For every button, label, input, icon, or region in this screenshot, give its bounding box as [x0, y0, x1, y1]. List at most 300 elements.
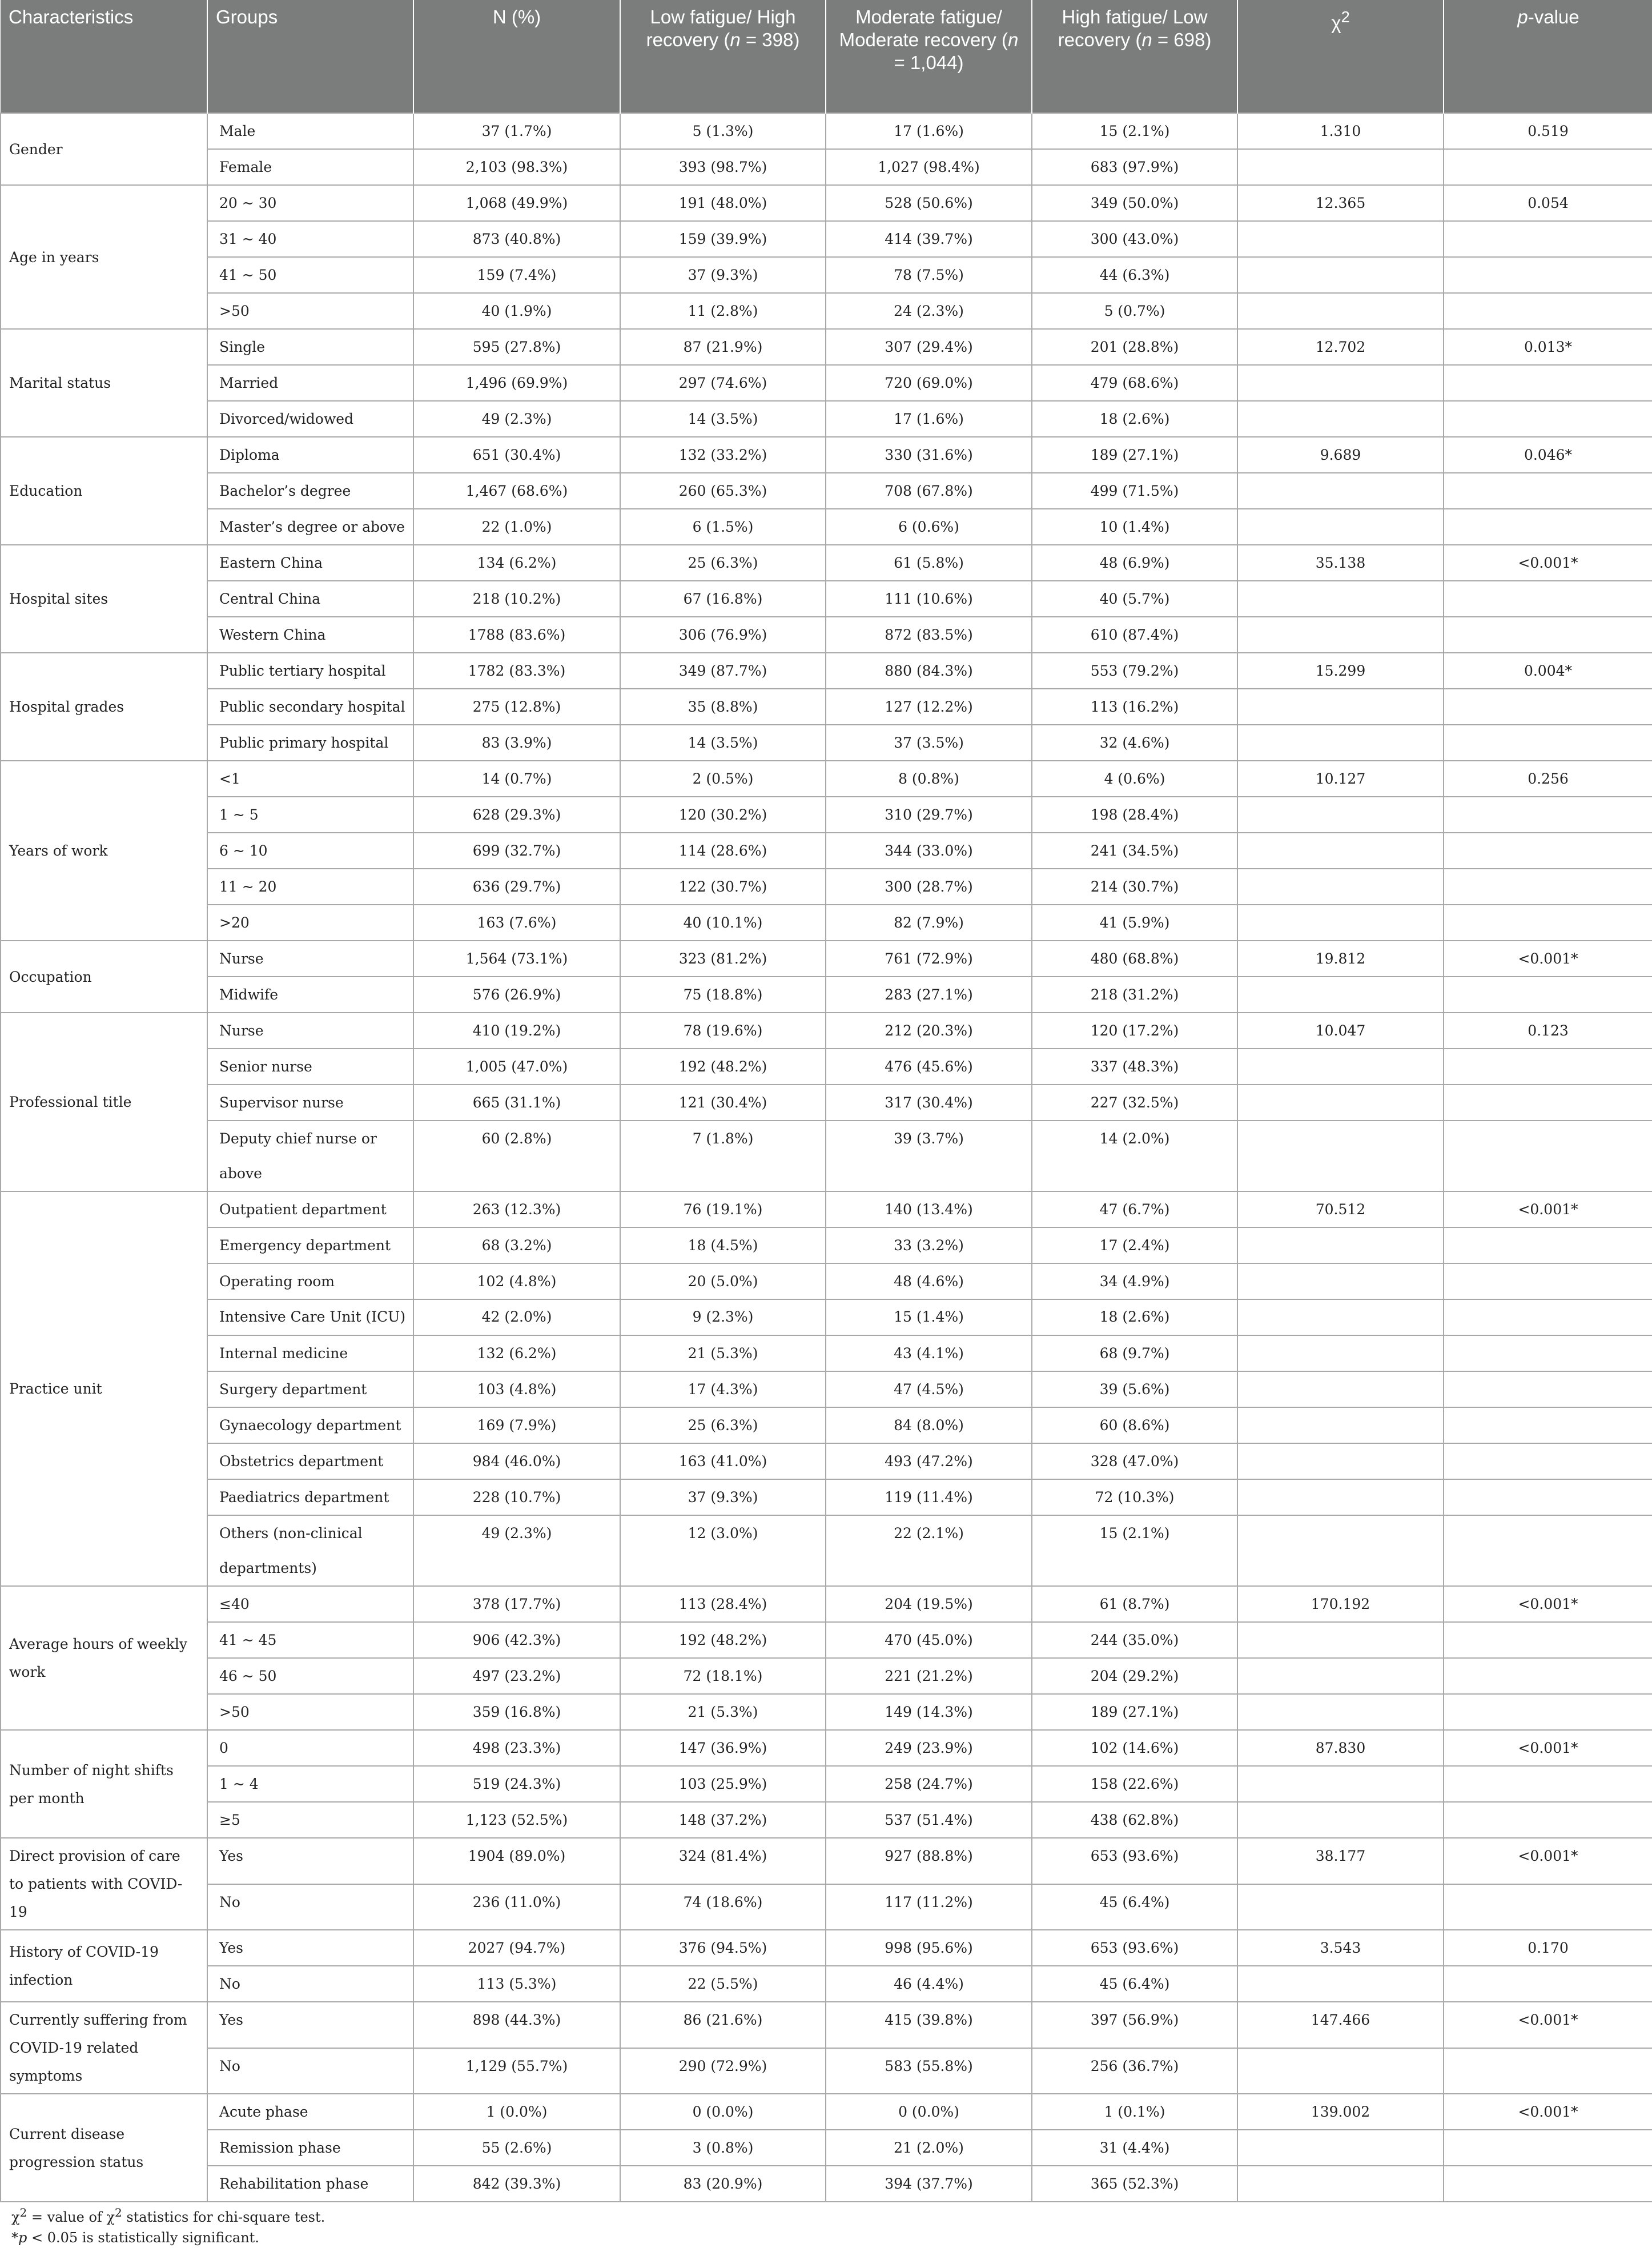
group-cell: Rehabilitation phase — [207, 2166, 413, 2202]
high-fatigue-cell: 1 (0.1%) — [1032, 2094, 1237, 2130]
low-fatigue-cell: 349 (87.7%) — [620, 653, 826, 689]
table-row — [1, 1121, 1652, 1191]
low-fatigue-cell: 78 (19.6%) — [620, 1013, 826, 1049]
p-value-cell — [1444, 1335, 1652, 1371]
p-value-cell — [1444, 1049, 1652, 1085]
moderate-fatigue-cell: 344 (33.0%) — [826, 833, 1032, 869]
group-cell: Central China — [207, 581, 413, 617]
group-cell: <1 — [207, 761, 413, 797]
chi-square-cell — [1237, 833, 1444, 869]
high-fatigue-cell: 204 (29.2%) — [1032, 1658, 1237, 1694]
n-percent-cell: 275 (12.8%) — [413, 689, 620, 725]
table-row — [1, 1049, 1652, 1085]
p-value-cell — [1444, 2048, 1652, 2094]
moderate-fatigue-cell: 998 (95.6%) — [826, 1930, 1032, 1966]
p-value-cell — [1444, 2130, 1652, 2166]
group-cell: Divorced/widowed — [207, 401, 413, 437]
chi-square-cell — [1237, 689, 1444, 725]
p-value-cell — [1444, 1371, 1652, 1407]
category-cell: Direct provision of care to patients with COVID-19 — [1, 1838, 207, 1930]
group-cell: Female — [207, 149, 413, 185]
moderate-fatigue-cell: 880 (84.3%) — [826, 653, 1032, 689]
table-row — [1, 689, 1652, 725]
moderate-fatigue-cell: 212 (20.3%) — [826, 1013, 1032, 1049]
moderate-fatigue-cell: 0 (0.0%) — [826, 2094, 1032, 2130]
n-percent-cell: 665 (31.1%) — [413, 1085, 620, 1121]
table-row — [1, 1838, 1652, 1884]
chi-square-cell: 9.689 — [1237, 437, 1444, 473]
moderate-fatigue-cell: 15 (1.4%) — [826, 1299, 1032, 1335]
table-row — [1, 1371, 1652, 1407]
high-fatigue-cell: 14 (2.0%) — [1032, 1121, 1237, 1191]
header-chi-symbol: χ — [1331, 12, 1341, 33]
low-fatigue-cell: 40 (10.1%) — [620, 905, 826, 941]
category-cell: Years of work — [1, 761, 207, 941]
p-value-cell — [1444, 1658, 1652, 1694]
table-row — [1, 1802, 1652, 1838]
n-percent-cell: 49 (2.3%) — [413, 401, 620, 437]
moderate-fatigue-cell: 1,027 (98.4%) — [826, 149, 1032, 185]
group-cell: Internal medicine — [207, 1335, 413, 1371]
low-fatigue-cell: 74 (18.6%) — [620, 1884, 826, 1930]
p-value-cell: <0.001* — [1444, 1191, 1652, 1227]
category-cell: Currently suffering from COVID-19 related symptoms — [1, 2002, 207, 2094]
group-cell: >50 — [207, 293, 413, 329]
p-value-cell — [1444, 869, 1652, 905]
moderate-fatigue-cell: 204 (19.5%) — [826, 1586, 1032, 1622]
high-fatigue-cell: 214 (30.7%) — [1032, 869, 1237, 905]
low-fatigue-cell: 159 (39.9%) — [620, 221, 826, 257]
p-value-cell: 0.046* — [1444, 437, 1652, 473]
group-cell: Yes — [207, 1930, 413, 1966]
high-fatigue-cell: 300 (43.0%) — [1032, 221, 1237, 257]
p-value-cell — [1444, 1263, 1652, 1299]
p-value-cell: <0.001* — [1444, 2002, 1652, 2048]
footnote-star: * — [11, 2230, 18, 2246]
p-value-cell — [1444, 473, 1652, 509]
high-fatigue-cell: 15 (2.1%) — [1032, 1515, 1237, 1586]
moderate-fatigue-cell: 17 (1.6%) — [826, 113, 1032, 149]
low-fatigue-cell: 7 (1.8%) — [620, 1121, 826, 1191]
high-fatigue-cell: 5 (0.7%) — [1032, 293, 1237, 329]
low-fatigue-cell: 25 (6.3%) — [620, 1407, 826, 1443]
high-fatigue-cell: 40 (5.7%) — [1032, 581, 1237, 617]
chi-square-cell — [1237, 293, 1444, 329]
chi-square-cell: 35.138 — [1237, 545, 1444, 581]
low-fatigue-cell: 87 (21.9%) — [620, 329, 826, 365]
high-fatigue-cell: 120 (17.2%) — [1032, 1013, 1237, 1049]
chi-square-cell: 12.365 — [1237, 185, 1444, 221]
p-value-cell — [1444, 2166, 1652, 2202]
table-row — [1, 1658, 1652, 1694]
header-low-label: Low fatigue/ High recovery ( — [646, 6, 796, 50]
group-cell: Others (non-clinical departments) — [207, 1515, 413, 1586]
table-row — [1, 185, 1652, 221]
low-fatigue-cell: 0 (0.0%) — [620, 2094, 826, 2130]
chi-square-cell — [1237, 1443, 1444, 1479]
table-row — [1, 365, 1652, 401]
p-value-cell — [1444, 1884, 1652, 1930]
high-fatigue-cell: 47 (6.7%) — [1032, 1191, 1237, 1227]
high-fatigue-cell: 499 (71.5%) — [1032, 473, 1237, 509]
header-n-percent: N (%) — [413, 0, 620, 113]
high-fatigue-cell: 158 (22.6%) — [1032, 1766, 1237, 1802]
table-row — [1, 293, 1652, 329]
moderate-fatigue-cell: 394 (37.7%) — [826, 2166, 1032, 2202]
n-percent-cell: 103 (4.8%) — [413, 1371, 620, 1407]
table-row — [1, 1299, 1652, 1335]
n-percent-cell: 49 (2.3%) — [413, 1515, 620, 1586]
moderate-fatigue-cell: 528 (50.6%) — [826, 185, 1032, 221]
group-cell: 31 ~ 40 — [207, 221, 413, 257]
n-percent-cell: 498 (23.3%) — [413, 1730, 620, 1766]
p-value-cell: <0.001* — [1444, 1586, 1652, 1622]
high-fatigue-cell: 438 (62.8%) — [1032, 1802, 1237, 1838]
low-fatigue-cell: 163 (41.0%) — [620, 1443, 826, 1479]
p-value-cell: 0.013* — [1444, 329, 1652, 365]
moderate-fatigue-cell: 583 (55.8%) — [826, 2048, 1032, 2094]
low-fatigue-cell: 114 (28.6%) — [620, 833, 826, 869]
category-cell: Number of night shifts per month — [1, 1730, 207, 1838]
n-percent-cell: 873 (40.8%) — [413, 221, 620, 257]
chi-square-cell: 139.002 — [1237, 2094, 1444, 2130]
chi-square-cell — [1237, 1121, 1444, 1191]
high-fatigue-cell: 15 (2.1%) — [1032, 113, 1237, 149]
moderate-fatigue-cell: 46 (4.4%) — [826, 1966, 1032, 2002]
low-fatigue-cell: 17 (4.3%) — [620, 1371, 826, 1407]
n-percent-cell: 984 (46.0%) — [413, 1443, 620, 1479]
high-fatigue-cell: 72 (10.3%) — [1032, 1479, 1237, 1515]
group-cell: 0 — [207, 1730, 413, 1766]
table-row — [1, 1515, 1652, 1586]
n-percent-cell: 1788 (83.6%) — [413, 617, 620, 653]
moderate-fatigue-cell: 111 (10.6%) — [826, 581, 1032, 617]
chi-square-cell: 10.047 — [1237, 1013, 1444, 1049]
low-fatigue-cell: 67 (16.8%) — [620, 581, 826, 617]
header-low-n: n — [730, 29, 741, 50]
low-fatigue-cell: 113 (28.4%) — [620, 1586, 826, 1622]
low-fatigue-cell: 147 (36.9%) — [620, 1730, 826, 1766]
moderate-fatigue-cell: 872 (83.5%) — [826, 617, 1032, 653]
header-chi-sup: 2 — [1341, 8, 1350, 26]
header-p-rest: -value — [1528, 6, 1579, 27]
p-value-cell — [1444, 1443, 1652, 1479]
p-value-cell: 0.054 — [1444, 185, 1652, 221]
moderate-fatigue-cell: 84 (8.0%) — [826, 1407, 1032, 1443]
category-cell: Education — [1, 437, 207, 545]
group-cell: >20 — [207, 905, 413, 941]
header-p-italic: p — [1517, 6, 1528, 27]
n-percent-cell: 1,564 (73.1%) — [413, 941, 620, 977]
low-fatigue-cell: 20 (5.0%) — [620, 1263, 826, 1299]
n-percent-cell: 1,068 (49.9%) — [413, 185, 620, 221]
group-cell: Single — [207, 329, 413, 365]
n-percent-cell: 1 (0.0%) — [413, 2094, 620, 2130]
p-value-cell: 0.123 — [1444, 1013, 1652, 1049]
p-value-cell: 0.519 — [1444, 113, 1652, 149]
high-fatigue-cell: 365 (52.3%) — [1032, 2166, 1237, 2202]
n-percent-cell: 1782 (83.3%) — [413, 653, 620, 689]
high-fatigue-cell: 201 (28.8%) — [1032, 329, 1237, 365]
chi-square-cell — [1237, 509, 1444, 545]
n-percent-cell: 102 (4.8%) — [413, 1263, 620, 1299]
table-row — [1, 1227, 1652, 1263]
chi-square-cell — [1237, 2048, 1444, 2094]
n-percent-cell: 2,103 (98.3%) — [413, 149, 620, 185]
high-fatigue-cell: 256 (36.7%) — [1032, 2048, 1237, 2094]
group-cell: Yes — [207, 2002, 413, 2048]
n-percent-cell: 651 (30.4%) — [413, 437, 620, 473]
high-fatigue-cell: 41 (5.9%) — [1032, 905, 1237, 941]
chi-square-cell — [1237, 1049, 1444, 1085]
group-cell: Yes — [207, 1838, 413, 1884]
header-high-label: High fatigue/ Low recovery ( — [1058, 6, 1208, 50]
group-cell: Diploma — [207, 437, 413, 473]
moderate-fatigue-cell: 307 (29.4%) — [826, 329, 1032, 365]
moderate-fatigue-cell: 117 (11.2%) — [826, 1884, 1032, 1930]
footnote-p: p — [18, 2230, 27, 2246]
group-cell: Public primary hospital — [207, 725, 413, 761]
chi-square-cell — [1237, 1263, 1444, 1299]
low-fatigue-cell: 6 (1.5%) — [620, 509, 826, 545]
table-row — [1, 833, 1652, 869]
chi-square-cell — [1237, 365, 1444, 401]
group-cell: 41 ~ 45 — [207, 1622, 413, 1658]
moderate-fatigue-cell: 119 (11.4%) — [826, 1479, 1032, 1515]
table-row — [1, 2094, 1652, 2130]
moderate-fatigue-cell: 17 (1.6%) — [826, 401, 1032, 437]
high-fatigue-cell: 60 (8.6%) — [1032, 1407, 1237, 1443]
chi-square-cell: 12.702 — [1237, 329, 1444, 365]
chi-square-cell — [1237, 1371, 1444, 1407]
header-mod-rest: = 1,044) — [894, 52, 964, 73]
n-percent-cell: 410 (19.2%) — [413, 1013, 620, 1049]
moderate-fatigue-cell: 927 (88.8%) — [826, 1838, 1032, 1884]
high-fatigue-cell: 683 (97.9%) — [1032, 149, 1237, 185]
footnote-sig-text: < 0.05 is statistically significant. — [27, 2230, 259, 2246]
p-value-cell — [1444, 725, 1652, 761]
category-cell: Practice unit — [1, 1191, 207, 1586]
table-row — [1, 1013, 1652, 1049]
chi-square-cell: 87.830 — [1237, 1730, 1444, 1766]
low-fatigue-cell: 393 (98.7%) — [620, 149, 826, 185]
n-percent-cell: 169 (7.9%) — [413, 1407, 620, 1443]
n-percent-cell: 595 (27.8%) — [413, 329, 620, 365]
moderate-fatigue-cell: 258 (24.7%) — [826, 1766, 1032, 1802]
n-percent-cell: 159 (7.4%) — [413, 257, 620, 293]
header-chi-square — [1237, 0, 1444, 113]
chi-square-cell: 3.543 — [1237, 1930, 1444, 1966]
group-cell: 46 ~ 50 — [207, 1658, 413, 1694]
moderate-fatigue-cell: 476 (45.6%) — [826, 1049, 1032, 1085]
header-mod-label: Moderate fatigue/ Moderate recovery ( — [839, 6, 1008, 50]
low-fatigue-cell: 83 (20.9%) — [620, 2166, 826, 2202]
table-row — [1, 1884, 1652, 1930]
category-cell: Marital status — [1, 329, 207, 437]
table-row — [1, 1443, 1652, 1479]
n-percent-cell: 68 (3.2%) — [413, 1227, 620, 1263]
moderate-fatigue-cell: 330 (31.6%) — [826, 437, 1032, 473]
n-percent-cell: 113 (5.3%) — [413, 1966, 620, 2002]
footnote-significance — [11, 2227, 1652, 2248]
chi-square-cell — [1237, 797, 1444, 833]
table-row — [1, 1694, 1652, 1730]
moderate-fatigue-cell: 149 (14.3%) — [826, 1694, 1032, 1730]
low-fatigue-cell: 37 (9.3%) — [620, 257, 826, 293]
chi-square-cell — [1237, 1766, 1444, 1802]
low-fatigue-cell: 3 (0.8%) — [620, 2130, 826, 2166]
low-fatigue-cell: 21 (5.3%) — [620, 1694, 826, 1730]
high-fatigue-cell: 397 (56.9%) — [1032, 2002, 1237, 2048]
high-fatigue-cell: 328 (47.0%) — [1032, 1443, 1237, 1479]
low-fatigue-cell: 2 (0.5%) — [620, 761, 826, 797]
group-cell: Bachelor’s degree — [207, 473, 413, 509]
group-cell: Emergency department — [207, 1227, 413, 1263]
high-fatigue-cell: 480 (68.8%) — [1032, 941, 1237, 977]
table-row — [1, 1730, 1652, 1766]
n-percent-cell: 22 (1.0%) — [413, 509, 620, 545]
table-row — [1, 905, 1652, 941]
moderate-fatigue-cell: 22 (2.1%) — [826, 1515, 1032, 1586]
p-value-cell: <0.001* — [1444, 2094, 1652, 2130]
chi-square-cell — [1237, 1085, 1444, 1121]
group-cell: 6 ~ 10 — [207, 833, 413, 869]
chi-square-cell — [1237, 473, 1444, 509]
moderate-fatigue-cell: 414 (39.7%) — [826, 221, 1032, 257]
p-value-cell — [1444, 1766, 1652, 1802]
header-characteristics: Characteristics — [1, 0, 207, 113]
low-fatigue-cell: 122 (30.7%) — [620, 869, 826, 905]
p-value-cell: 0.170 — [1444, 1930, 1652, 1966]
low-fatigue-cell: 120 (30.2%) — [620, 797, 826, 833]
high-fatigue-cell: 653 (93.6%) — [1032, 1930, 1237, 1966]
p-value-cell — [1444, 149, 1652, 185]
chi-square-cell: 10.127 — [1237, 761, 1444, 797]
high-fatigue-cell: 241 (34.5%) — [1032, 833, 1237, 869]
chi-square-cell — [1237, 1335, 1444, 1371]
chi-square-cell — [1237, 1884, 1444, 1930]
n-percent-cell: 163 (7.6%) — [413, 905, 620, 941]
header-low-fatigue — [620, 0, 826, 113]
n-percent-cell: 636 (29.7%) — [413, 869, 620, 905]
p-value-cell: <0.001* — [1444, 1730, 1652, 1766]
chi-square-cell — [1237, 2130, 1444, 2166]
category-cell: Gender — [1, 113, 207, 185]
moderate-fatigue-cell: 6 (0.6%) — [826, 509, 1032, 545]
high-fatigue-cell: 102 (14.6%) — [1032, 1730, 1237, 1766]
high-fatigue-cell: 218 (31.2%) — [1032, 977, 1237, 1013]
group-cell: Married — [207, 365, 413, 401]
p-value-cell: 0.004* — [1444, 653, 1652, 689]
table-row — [1, 1622, 1652, 1658]
chi-square-cell — [1237, 2166, 1444, 2202]
group-cell: Intensive Care Unit (ICU) — [207, 1299, 413, 1335]
table-row — [1, 1191, 1652, 1227]
chi-square-cell — [1237, 977, 1444, 1013]
p-value-cell — [1444, 1802, 1652, 1838]
group-cell: Supervisor nurse — [207, 1085, 413, 1121]
low-fatigue-cell: 12 (3.0%) — [620, 1515, 826, 1586]
p-value-cell — [1444, 1622, 1652, 1658]
p-value-cell — [1444, 1085, 1652, 1121]
table-row — [1, 149, 1652, 185]
p-value-cell — [1444, 1407, 1652, 1443]
n-percent-cell: 359 (16.8%) — [413, 1694, 620, 1730]
low-fatigue-cell: 103 (25.9%) — [620, 1766, 826, 1802]
n-percent-cell: 42 (2.0%) — [413, 1299, 620, 1335]
chi-square-cell — [1237, 1299, 1444, 1335]
low-fatigue-cell: 11 (2.8%) — [620, 293, 826, 329]
table-row — [1, 617, 1652, 653]
low-fatigue-cell: 25 (6.3%) — [620, 545, 826, 581]
p-value-cell — [1444, 581, 1652, 617]
low-fatigue-cell: 75 (18.8%) — [620, 977, 826, 1013]
moderate-fatigue-cell: 78 (7.5%) — [826, 257, 1032, 293]
category-cell: Current disease progression status — [1, 2094, 207, 2202]
high-fatigue-cell: 44 (6.3%) — [1032, 257, 1237, 293]
low-fatigue-cell: 290 (72.9%) — [620, 2048, 826, 2094]
low-fatigue-cell: 72 (18.1%) — [620, 1658, 826, 1694]
footnote-chi-symbol: χ — [11, 2209, 20, 2225]
group-cell: Master’s degree or above — [207, 509, 413, 545]
p-value-cell — [1444, 617, 1652, 653]
group-cell: 20 ~ 30 — [207, 185, 413, 221]
group-cell: 1 ~ 5 — [207, 797, 413, 833]
chi-square-cell — [1237, 1622, 1444, 1658]
group-cell: Public tertiary hospital — [207, 653, 413, 689]
header-row — [1, 0, 1652, 113]
moderate-fatigue-cell: 708 (67.8%) — [826, 473, 1032, 509]
n-percent-cell: 842 (39.3%) — [413, 2166, 620, 2202]
low-fatigue-cell: 86 (21.6%) — [620, 2002, 826, 2048]
high-fatigue-cell: 337 (48.3%) — [1032, 1049, 1237, 1085]
category-cell: History of COVID-19 infection — [1, 1930, 207, 2002]
category-cell: Occupation — [1, 941, 207, 1013]
p-value-cell — [1444, 833, 1652, 869]
chi-square-cell: 15.299 — [1237, 653, 1444, 689]
category-cell: Hospital sites — [1, 545, 207, 653]
low-fatigue-cell: 121 (30.4%) — [620, 1085, 826, 1121]
n-percent-cell: 1,123 (52.5%) — [413, 1802, 620, 1838]
chi-square-cell — [1237, 401, 1444, 437]
moderate-fatigue-cell: 48 (4.6%) — [826, 1263, 1032, 1299]
p-value-cell — [1444, 1694, 1652, 1730]
moderate-fatigue-cell: 33 (3.2%) — [826, 1227, 1032, 1263]
high-fatigue-cell: 349 (50.0%) — [1032, 185, 1237, 221]
table-row — [1, 401, 1652, 437]
chi-square-cell — [1237, 725, 1444, 761]
table-row — [1, 1966, 1652, 2002]
moderate-fatigue-cell: 470 (45.0%) — [826, 1622, 1032, 1658]
table-row — [1, 869, 1652, 905]
high-fatigue-cell: 198 (28.4%) — [1032, 797, 1237, 833]
n-percent-cell: 1,129 (55.7%) — [413, 2048, 620, 2094]
table-row — [1, 725, 1652, 761]
group-cell: Obstetrics department — [207, 1443, 413, 1479]
low-fatigue-cell: 37 (9.3%) — [620, 1479, 826, 1515]
header-high-n: n — [1141, 29, 1152, 50]
table-row — [1, 1407, 1652, 1443]
n-percent-cell: 1904 (89.0%) — [413, 1838, 620, 1884]
low-fatigue-cell: 14 (3.5%) — [620, 401, 826, 437]
chi-square-cell: 1.310 — [1237, 113, 1444, 149]
table-row — [1, 977, 1652, 1013]
group-cell: Operating room — [207, 1263, 413, 1299]
chi-square-cell: 170.192 — [1237, 1586, 1444, 1622]
low-fatigue-cell: 14 (3.5%) — [620, 725, 826, 761]
p-value-cell — [1444, 509, 1652, 545]
group-cell: ≤40 — [207, 1586, 413, 1622]
